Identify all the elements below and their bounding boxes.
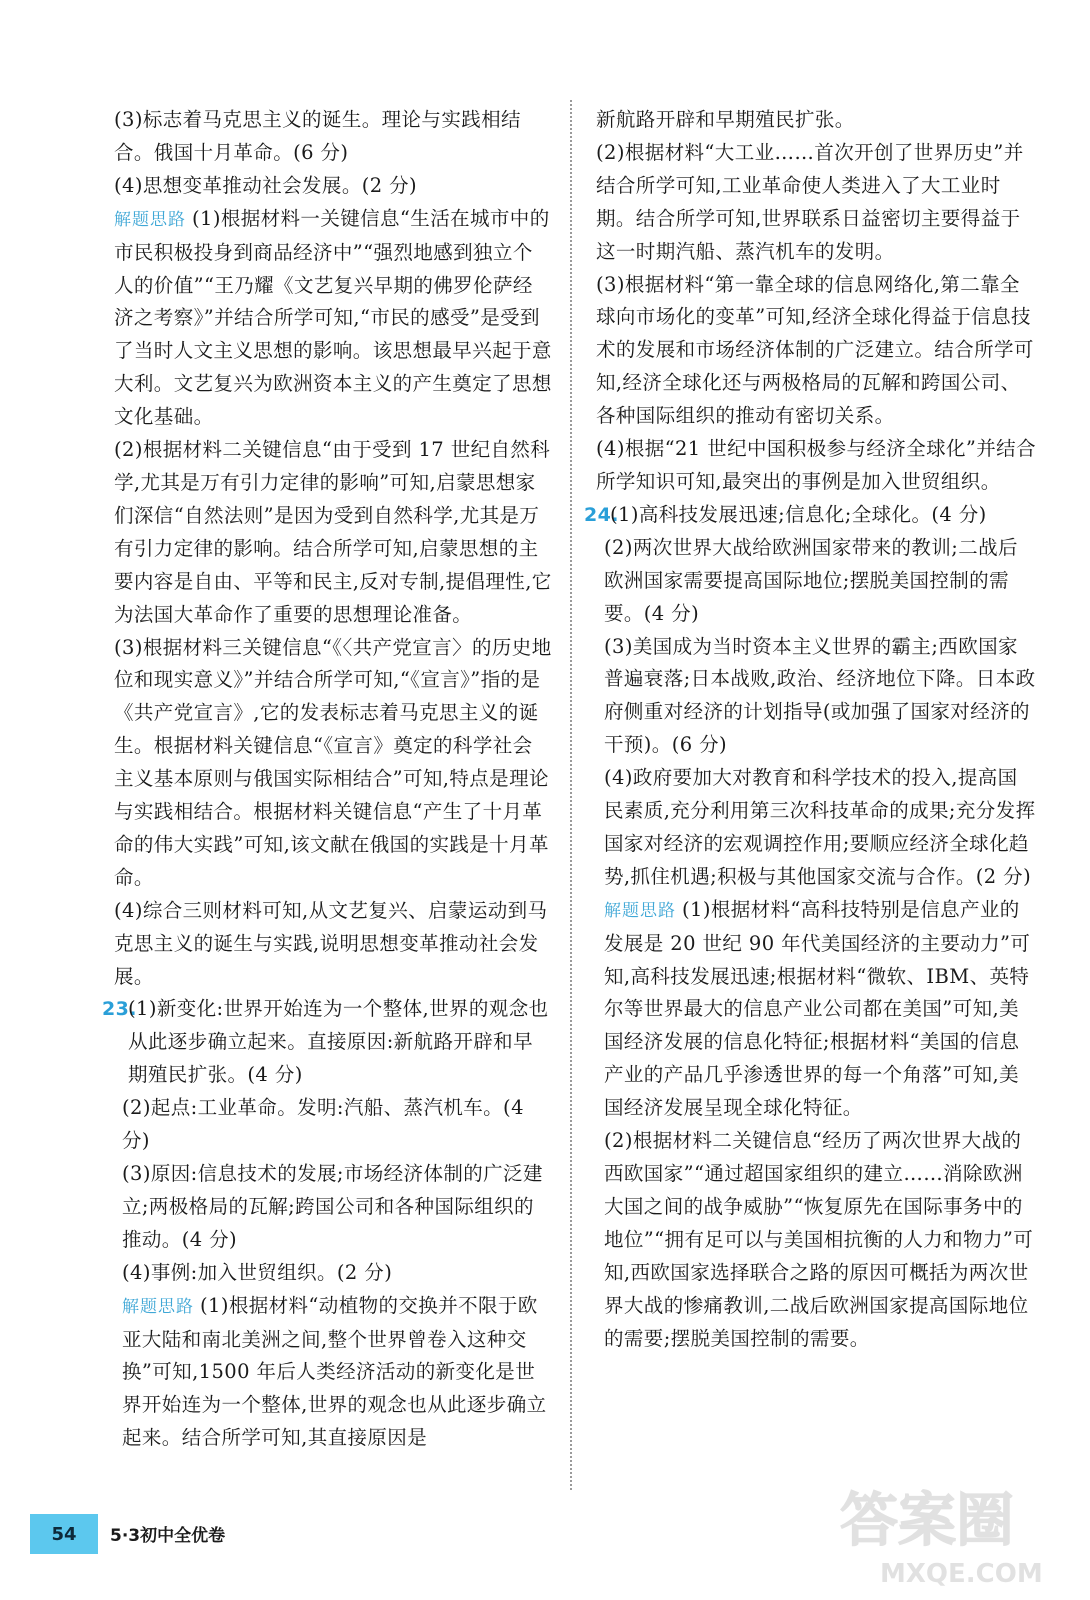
explanation-23-3: (3)根据材料“第一靠全球的信息网络化,第二靠全球向市场化的变革”可知,经济全球化得益于信息技术的发展和市场经济体制的广泛建立。结合所学可知,经济全球化还与两极格局的瓦解和跨国公司、各种国际组织的推动有密切关系。 [596,272,1034,428]
question-number: 23. [102,998,137,1021]
explanation-text: (1)根据材料“高科技特别是信息产业的发展是 20 世纪 90 年代美国经济的主要动力”可知,高科技发展迅速;根据材料“微软、IBM、英特尔等世界最大的信息产业公司都在美国”可知,美国经济发展的信息化特征;根据材料“美国的信息产业的产品几乎渗透世界的每一个角落”可知,美国经济发展呈现全球化特征。 [604,897,1031,1120]
column-divider [570,100,572,1490]
explanation-tag: 解题思路 [604,900,676,921]
answer-text: (1)新变化:世界开始连为一个整体,世界的观念也从此逐步确立起来。直接原因:新航路开辟和早期殖民扩张。(4 分) [128,997,549,1087]
explanation-23-1 [114,1290,552,1456]
answer-text: (1)高科技发展迅速;信息化;全球化。(4 分) [610,502,987,526]
left-column [102,104,552,1455]
explanation-text: (1)根据材料一关键信息“生活在城市中的市民积极投身到商品经济中”“强烈地感到独立个人的价值”“王乃耀《文艺复兴早期的佛罗伦萨经济之考察》”并结合所学可知,“市民的感受”是受到了当时人文主义思想的影响。该思想最早兴起于意大利。文艺复兴为欧洲资本主义的产生奠定了思想文化基础。 [114,206,552,429]
explanation-tag: 解题思路 [122,1296,194,1317]
watermark-url: MXQE.COM [880,1559,1043,1589]
answer-22-3: (3)标志着马克思主义的诞生。理论与实践相结合。俄国十月革命。(6 分) [114,108,521,164]
answer-23-1 [102,993,552,1092]
explanation-23-4: (4)根据“21 世纪中国积极参与经济全球化”并结合所学知识可知,最突出的事例是加入世贸组织。 [596,437,1036,493]
explanation-text: (1)根据材料“动植物的交换并不限于欧亚大陆和南北美洲之间,整个世界曾卷入这种交换”可知,1500 年后人类经济活动的新变化是世界开始连为一个整体,世界的观念也从此逐步确立起来。结合所学可知,其直接原因是 [122,1293,547,1450]
explanation-24-1 [596,894,1036,1125]
right-column [584,104,1036,1355]
answer-24-4: (4)政府要加大对教育和科学技术的投入,提高国民素质,充分利用第三次科技革命的成果;充分发挥国家对经济的宏观调控作用;要顺应经济全球化趋势,抓住机遇;积极与其他国家交流与合作。(2 分) [604,766,1036,888]
answer-24-3: (3)美国成为当时资本主义世界的霸主;西欧国家普遍衰落;日本战败,政治、经济地位下降。日本政府侧重对经济的计划指导(或加强了国家对经济的干预)。(6 分) [604,634,1036,757]
answer-24-1 [584,499,1036,532]
explanation-24-2: (2)根据材料二关键信息“经历了两次世界大战的西欧国家”“通过超国家组织的建立……消除欧洲大国之间的战争威胁”“恢复原先在国际事务中的地位”“拥有足可以与美国相抗衡的人力和物力”可知,西欧国家选择联合之路的原因可概括为两次世界大战的惨痛教训,二战后欧洲国家提高国际地位的需要;摆脱美国控制的需要。 [604,1129,1034,1350]
question-number: 24. [584,503,619,526]
answer-24-2: (2)两次世界大战给欧洲国家带来的教训;二战后欧洲国家需要提高国际地位;摆脱美国控制的需要。(4 分) [604,535,1018,625]
answer-22-4: (4)思想变革推动社会发展。(2 分) [114,173,418,197]
answer-23-2: (2)起点:工业革命。发明:汽船、蒸汽机车。(4 分) [122,1096,524,1153]
answer-23-4: (4)事例:加入世贸组织。(2 分) [122,1260,393,1284]
explanation-22-4: (4)综合三则材料可知,从文艺复兴、启蒙运动到马克思主义的诞生与实践,说明思想变革推动社会发展。 [114,898,548,988]
explanation-23-2: (2)根据材料“大工业……首次开创了世界历史”并结合所学可知,工业革命使人类进入了大工业时期。结合所学可知,世界联系日益密切主要得益于这一时期汽船、蒸汽机车的发明。 [596,140,1024,263]
book-brand: 5·3初中全优卷 [110,1526,226,1546]
page-number: 54 [30,1514,98,1554]
watermark-logo [820,1470,1070,1590]
explanation-tag: 解题思路 [114,209,186,230]
explanation-23-1-cont: 新航路开辟和早期殖民扩张。 [596,108,855,131]
answer-23-3: (3)原因:信息技术的发展;市场经济体制的广泛建立;两极格局的瓦解;跨国公司和各种国际组织的推动。(4 分) [122,1162,543,1251]
explanation-22-3: (3)根据材料三关键信息“《〈共产党宣言〉的历史地位和现实意义》”并结合所学可知,“《宣言》”指的是《共产党宣言》,它的发表标志着马克思主义的诞生。根据材料关键信息“《宣言》奠定的科学社会主义基本原则与俄国实际相结合”可知,特点是理论与实践相结合。根据材料关键信息“产生了十月革命的伟大实践”可知,该文献在俄国的实践是十月革命。 [114,635,552,889]
explanation-22-2: (2)根据材料二关键信息“由于受到 17 世纪自然科学,尤其是万有引力定律的影响”可知,启蒙思想家们深信“自然法则”是因为受到自然科学,尤其是万有引力定律的影响。结合所学可知,启蒙思想的主要内容是自由、平等和民主,反对专制,提倡理性,它为法国大革命作了重要的思想理论准备。 [114,438,552,626]
explanation-22-1 [114,203,552,434]
watermark-text: 答案圈 [840,1486,1015,1554]
